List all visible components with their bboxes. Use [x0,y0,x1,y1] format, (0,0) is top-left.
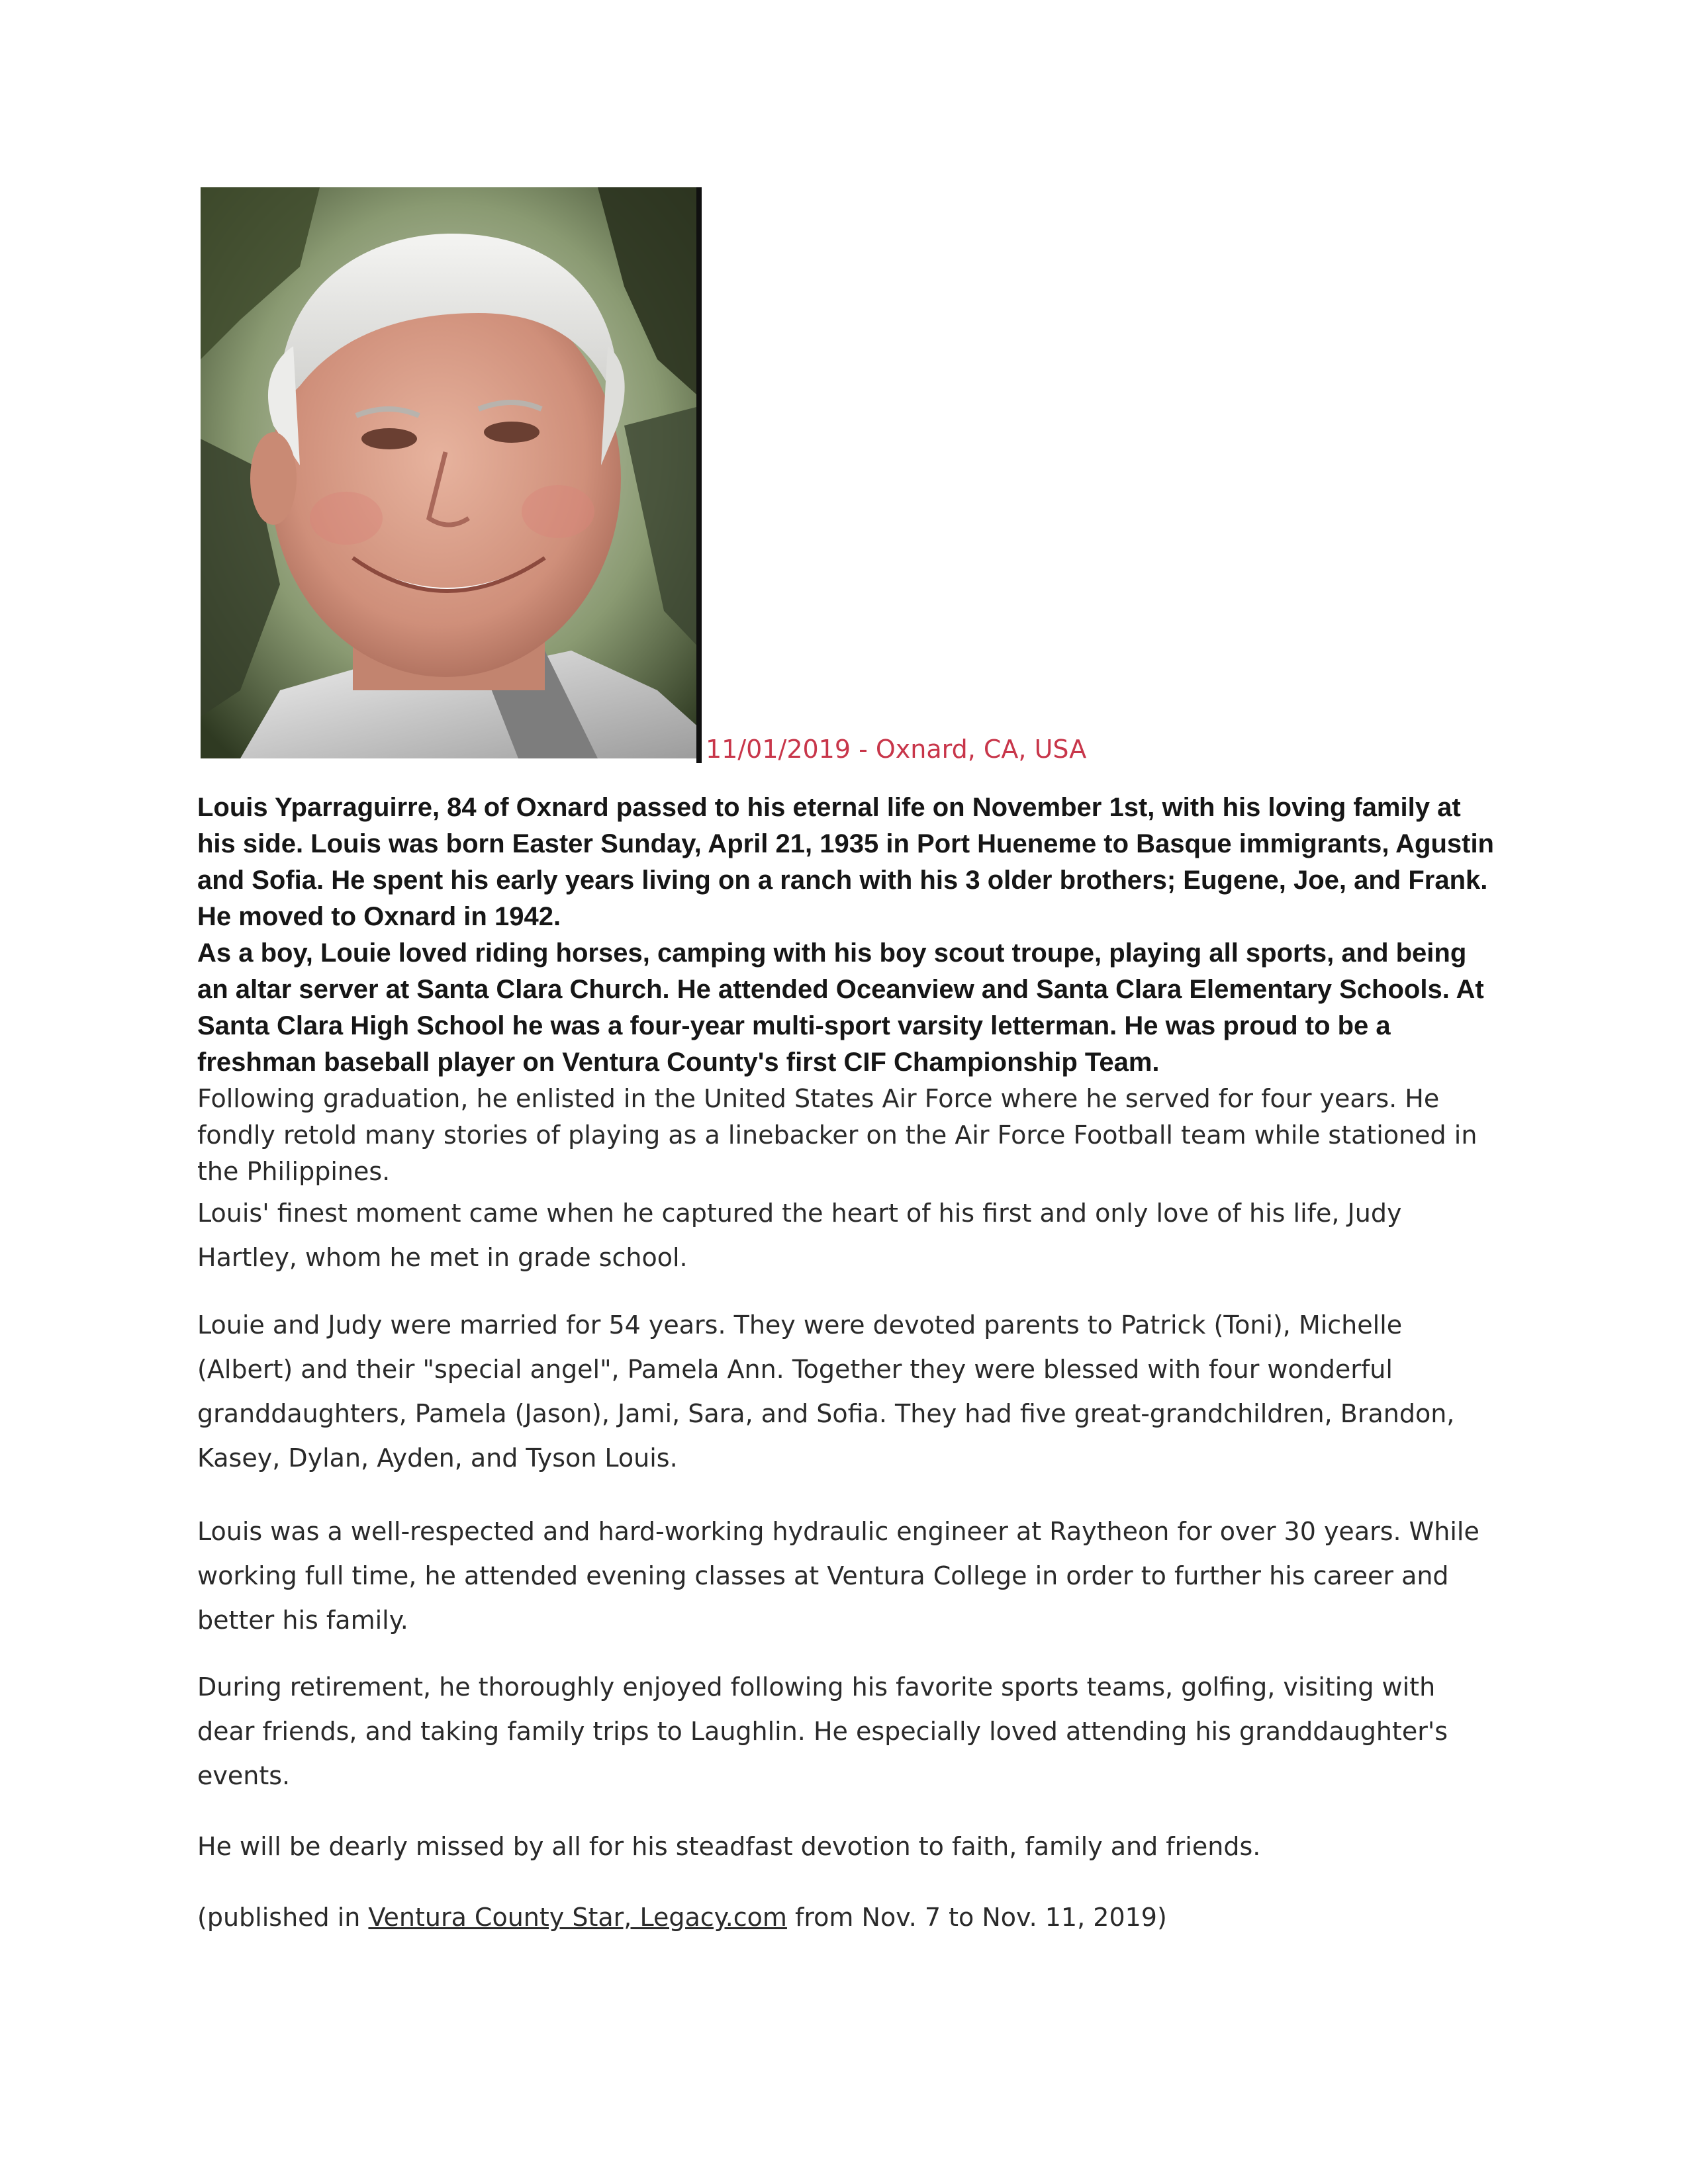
paragraph-career: Louis was a well-respected and hard-working hydraulic engineer at Raytheon for over 30 years. While working full time, he attended evening classes at Ventura College in order to further his career and better his family. [197,1517,1479,1635]
paragraph-air-force: Following graduation, he enlisted in the United States Air Force where he served for four years. He fondly retold many stories of playing as a linebacker on the Air Force Football team while stationed in the Philippines. [197,1084,1477,1186]
paragraph-childhood: As a boy, Louie loved riding horses, camping with his boy scout troupe, playing all sports, and being an altar server at Santa Clara Church. He attended Oceanview and Santa Clara Elementary Schools. At Santa Clara High School he was a four-year multi-sport varsity letterman. He was proud to be a freshman baseball player on Ventura County's first CIF Championship Team. [197,938,1484,1077]
portrait-photo-icon [201,187,702,758]
publication-suffix: from Nov. 7 to Nov. 11, 2019) [786,1903,1167,1932]
date-location-caption: 11/01/2019 - Oxnard, CA, USA [706,735,1087,764]
paragraph-retirement: During retirement, he thoroughly enjoyed following his favorite sports teams, golfing, visiting with dear friends, and taking family trips to Laughlin. He especially loved attending his granddaughter's events. [197,1672,1448,1790]
publication-note [197,1899,1495,1936]
paragraph-judy: Louis' finest moment came when he captured the heart of his first and only love of his life, Judy Hartley, whom he met in grade school. [197,1199,1402,1272]
portrait-photo [201,187,702,758]
paragraph-intro: Louis Yparraguirre, 84 of Oxnard passed to his eternal life on November 1st, with his loving family at his side. Louis was born Easter Sunday, April 21, 1935 in Port Hueneme to Basque immigrants, Agustin and Sofia. He spent his early years living on a ranch with his 3 older brothers; Eugene, Joe, and Frank. He moved to Oxnard in 1942. [197,793,1494,931]
publication-prefix: (published in [197,1903,369,1932]
paragraph-family: Louie and Judy were married for 54 years. They were devoted parents to Patrick (Toni), Michelle (Albert) and their "special angel", Pamela Ann. Together they were blessed with four wonderful granddaughters, Pamela (Jason), Jami, Sara, and Sofia. They had five great-grandchildren, Brandon, Kasey, Dylan, Ayden, and Tyson Louis. [197,1310,1455,1473]
photo-border-rule [696,187,702,763]
paragraph-farewell: He will be dearly missed by all for his steadfast devotion to faith, family and friends. [197,1832,1261,1861]
publication-source-link[interactable]: Ventura County Star, Legacy.com [368,1903,787,1932]
